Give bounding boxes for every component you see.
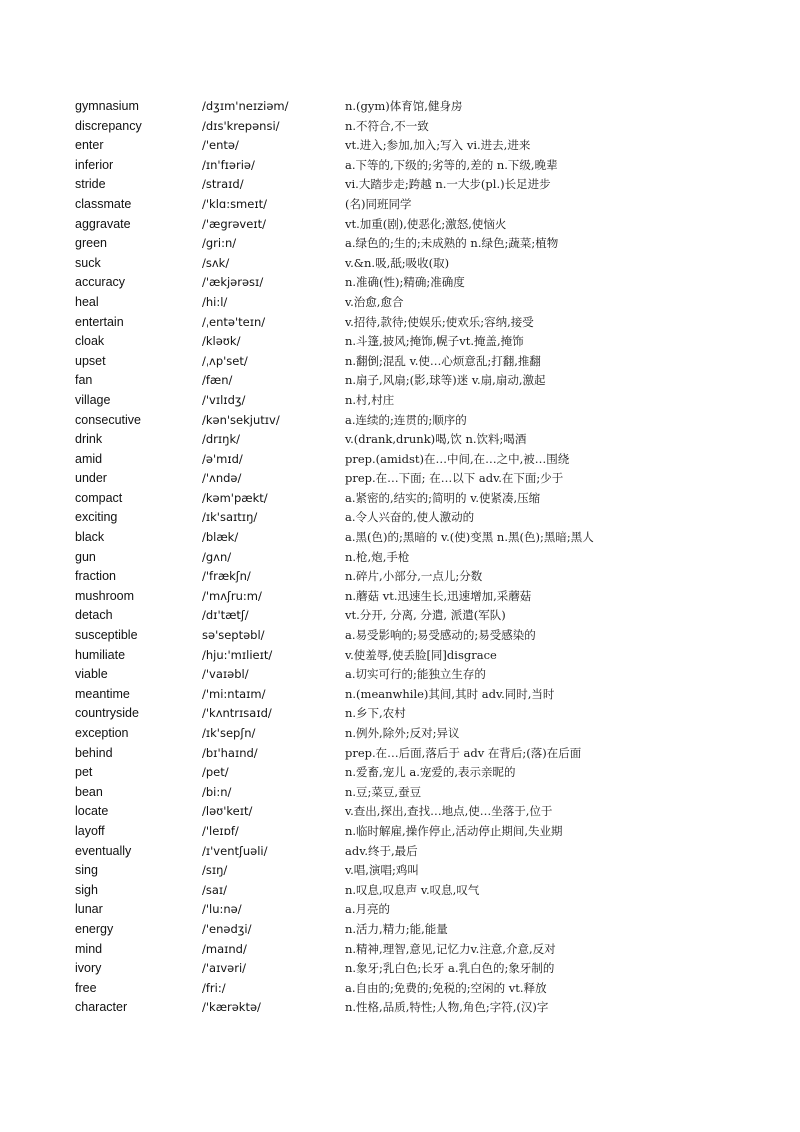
vocab-entry: [0, 117, 800, 137]
vocab-entry: [0, 646, 800, 666]
vocab-entry: [0, 704, 800, 724]
entry-definition: n.翻倒;混乱 v.使…心烦意乱;打翻,推翻: [345, 353, 541, 368]
entry-phonetic: /blæk/: [202, 530, 239, 545]
entry-phonetic: /ɪk'sepʃn/: [202, 726, 256, 740]
entry-definition: v.查出,探出,查找…地点,使…坐落于,位于: [345, 804, 553, 819]
entry-phonetic: /gri:n/: [202, 236, 237, 251]
vocab-entry: [0, 195, 800, 215]
vocab-entry: [0, 391, 800, 411]
entry-definition: n.枪,炮,手枪: [345, 549, 410, 564]
entry-word: energy: [75, 921, 114, 936]
entry-word: cloak: [75, 334, 105, 349]
vocab-entry: [0, 352, 800, 372]
entry-word: fan: [75, 373, 93, 388]
entry-word: exception: [75, 726, 129, 740]
entry-phonetic: /straɪd/: [202, 177, 244, 192]
vocab-entry: [0, 842, 800, 862]
entry-definition: vt.分开, 分离, 分遣, 派遣(军队): [345, 608, 506, 623]
vocab-entry: [0, 626, 800, 646]
entry-definition: n.斗篷,披风;掩饰,幌子vt.掩盖,掩饰: [345, 334, 524, 349]
entry-phonetic: /dʒɪm'neɪziəm/: [202, 99, 289, 113]
entry-word: exciting: [75, 510, 118, 525]
entry-phonetic: /'entə/: [202, 138, 239, 153]
entry-word: locate: [75, 804, 109, 819]
vocab-entry: [0, 606, 800, 626]
vocab-entry: [0, 763, 800, 783]
entry-word: drink: [75, 432, 103, 447]
entry-word: detach: [75, 608, 113, 623]
entry-definition: n.蘑菇 vt.迅速生长,迅速增加,采蘑菇: [345, 588, 532, 603]
entry-definition: n.爱畜,宠儿 a.宠爱的,表示亲昵的: [345, 765, 516, 780]
entry-word: green: [75, 236, 107, 251]
entry-definition: n.活力,精力;能,能量: [345, 921, 448, 936]
entry-definition: a.月亮的: [345, 902, 391, 917]
vocabulary-list: [0, 97, 800, 1018]
entry-phonetic: /bɪ'haɪnd/: [202, 745, 258, 760]
entry-definition: n.(gym)体育馆,健身房: [345, 99, 463, 113]
vocab-entry: [0, 411, 800, 431]
entry-definition: n.碎片,小部分,一点儿;分数: [345, 569, 483, 584]
vocab-entry: [0, 156, 800, 176]
vocab-entry: [0, 998, 800, 1018]
entry-word: stride: [75, 177, 106, 192]
vocab-entry: [0, 469, 800, 489]
entry-phonetic: /hi:l/: [202, 294, 228, 309]
entry-definition: a.自由的;免费的;免税的;空闲的 vt.释放: [345, 980, 547, 995]
vocab-entry: [0, 371, 800, 391]
entry-definition: vt.进入;参加,加入;写入 vi.进去,进来: [345, 138, 531, 153]
entry-word: viable: [75, 667, 108, 682]
entry-definition: adv.终于,最后: [345, 843, 418, 858]
entry-definition: v.唱,演唱;鸡叫: [345, 863, 419, 878]
entry-definition: n.(meanwhile)其间,其时 adv.同时,当时: [345, 686, 555, 701]
entry-phonetic: /ˌentə'teɪn/: [202, 314, 266, 329]
entry-word: behind: [75, 745, 113, 760]
entry-phonetic: /ˌʌp'set/: [202, 353, 248, 368]
entry-word: fraction: [75, 569, 116, 584]
entry-word: aggravate: [75, 216, 131, 231]
entry-phonetic: /drɪŋk/: [202, 432, 240, 447]
entry-word: mushroom: [75, 588, 135, 603]
entry-phonetic: /dɪ'tætʃ/: [202, 608, 249, 623]
vocab-entry: [0, 489, 800, 509]
entry-word: entertain: [75, 314, 124, 329]
entry-word: enter: [75, 138, 104, 153]
entry-definition: n.象牙;乳白色;长牙 a.乳白色的;象牙制的: [345, 961, 555, 976]
entry-phonetic: /'ægrəveɪt/: [202, 216, 266, 231]
entry-word: discrepancy: [75, 118, 142, 133]
vocab-entry: [0, 587, 800, 607]
entry-word: inferior: [75, 157, 114, 172]
entry-definition: v.&n.吸,舐;吸收(取): [345, 255, 450, 270]
entry-word: gun: [75, 549, 96, 564]
entry-definition: a.切实可行的;能独立生存的: [345, 667, 486, 682]
vocab-entry: [0, 332, 800, 352]
entry-word: humiliate: [75, 647, 126, 662]
vocab-entry: [0, 724, 800, 744]
entry-phonetic: /'ækjərəsɪ/: [202, 275, 264, 290]
entry-phonetic: /pet/: [202, 765, 229, 780]
vocab-entry: [0, 175, 800, 195]
entry-phonetic: /fri:/: [202, 980, 226, 995]
entry-definition: n.精神,理智,意见,记忆力v.注意,介意,反对: [345, 941, 556, 956]
entry-phonetic: /sɪŋ/: [202, 863, 228, 878]
vocab-entry: [0, 293, 800, 313]
entry-definition: vt.加重(剧),使恶化;激怒,使恼火: [345, 216, 507, 231]
vocab-entry: [0, 822, 800, 842]
entry-definition: n.扇子,风扇;(影,球等)迷 v.扇,扇动,激起: [345, 373, 546, 388]
entry-word: bean: [75, 784, 103, 799]
entry-word: ivory: [75, 961, 102, 976]
entry-phonetic: /'kʌntrɪsaɪd/: [202, 706, 272, 721]
entry-phonetic: /dɪs'krepənsi/: [202, 118, 280, 133]
vocab-entry: [0, 97, 800, 117]
entry-word: under: [75, 471, 107, 486]
entry-phonetic: /'enədʒi/: [202, 921, 252, 936]
entry-phonetic: /kən'sekjutɪv/: [202, 412, 280, 427]
entry-word: susceptible: [75, 628, 138, 643]
entry-word: countryside: [75, 706, 139, 721]
entry-definition: n.临时解雇,操作停止,活动停止期间,失业期: [345, 823, 563, 838]
vocab-entry: [0, 881, 800, 901]
entry-phonetic: /ləʊ'keɪt/: [202, 804, 253, 819]
entry-phonetic: /hju:'mɪlieɪt/: [202, 647, 273, 662]
entry-definition: n.乡下,农村: [345, 706, 406, 721]
entry-definition: vi.大踏步走;跨越 n.一大步(pl.)长足进步: [345, 177, 551, 192]
entry-definition: n.豆;菜豆,蚕豆: [345, 784, 422, 799]
entry-phonetic: /'aɪvəri/: [202, 961, 247, 976]
entry-definition: a.下等的,下级的;劣等的,差的 n.下级,晚辈: [345, 157, 558, 172]
entry-definition: a.紧密的,结实的;简明的 v.使紧凑,压缩: [345, 490, 541, 505]
entry-word: lunar: [75, 902, 103, 917]
vocab-entry: [0, 313, 800, 333]
entry-phonetic: /'mʌʃru:m/: [202, 588, 262, 603]
vocab-entry: [0, 273, 800, 293]
vocab-entry: [0, 959, 800, 979]
vocab-entry: [0, 528, 800, 548]
vocab-entry: [0, 665, 800, 685]
entry-phonetic: /fæn/: [202, 373, 233, 388]
vocab-entry: [0, 940, 800, 960]
vocab-entry: [0, 215, 800, 235]
entry-definition: (名)同班同学: [345, 196, 412, 211]
entry-definition: a.令人兴奋的,使人激动的: [345, 510, 475, 525]
vocab-entry: [0, 548, 800, 568]
entry-definition: a.易受影响的;易受感动的;易受感染的: [345, 628, 536, 643]
vocab-entry: [0, 254, 800, 274]
entry-word: heal: [75, 294, 99, 309]
vocab-entry: [0, 802, 800, 822]
entry-word: suck: [75, 255, 101, 270]
entry-definition: n.不符合,不一致: [345, 118, 429, 133]
entry-word: accuracy: [75, 275, 126, 290]
entry-phonetic: /saɪ/: [202, 882, 228, 897]
entry-phonetic: /kləʊk/: [202, 334, 241, 349]
entry-word: sing: [75, 863, 98, 878]
entry-phonetic: /sʌk/: [202, 255, 230, 270]
entry-word: sigh: [75, 882, 98, 897]
entry-word: consecutive: [75, 412, 142, 427]
entry-definition: prep.(amidst)在…中间,在…之中,被…围绕: [345, 451, 570, 466]
entry-phonetic: sə'septəbl/: [202, 628, 265, 643]
entry-definition: v.(drank,drunk)喝,饮 n.饮料;喝酒: [345, 432, 527, 447]
entry-definition: n.村,村庄: [345, 392, 395, 407]
entry-word: gymnasium: [75, 99, 139, 113]
entry-word: compact: [75, 490, 123, 505]
entry-definition: n.准确(性);精确;准确度: [345, 275, 465, 290]
entry-word: upset: [75, 353, 106, 368]
entry-phonetic: /'mi:ntaɪm/: [202, 686, 266, 701]
entry-word: black: [75, 530, 105, 545]
entry-phonetic: /'vɪlɪdʒ/: [202, 392, 246, 407]
entry-definition: a.绿色的;生的;未成熟的 n.绿色;蔬菜;植物: [345, 236, 559, 251]
entry-phonetic: /kəm'pækt/: [202, 490, 268, 505]
vocab-entry: [0, 744, 800, 764]
entry-word: mind: [75, 941, 103, 956]
entry-word: village: [75, 392, 111, 407]
entry-word: classmate: [75, 196, 132, 211]
entry-definition: prep.在…下面; 在…以下 adv.在下面;少于: [345, 471, 564, 486]
entry-phonetic: /bi:n/: [202, 784, 232, 799]
entry-phonetic: /'vaɪəbl/: [202, 667, 249, 682]
entry-definition: prep.在…后面,落后于 adv 在背后;(落)在后面: [345, 745, 582, 760]
vocab-entry: [0, 979, 800, 999]
entry-definition: n.叹息,叹息声 v.叹息,叹气: [345, 882, 480, 897]
entry-word: eventually: [75, 843, 132, 858]
vocab-entry: [0, 900, 800, 920]
vocab-entry: [0, 783, 800, 803]
entry-word: layoff: [75, 823, 105, 838]
vocab-entry: [0, 508, 800, 528]
entry-word: meantime: [75, 686, 130, 701]
vocab-entry: [0, 567, 800, 587]
entry-definition: v.使羞辱,使丢脸[同]disgrace: [345, 647, 497, 662]
entry-phonetic: /ə'mɪd/: [202, 451, 243, 466]
entry-phonetic: /'kærəktə/: [202, 1000, 261, 1015]
vocab-entry: [0, 685, 800, 705]
entry-phonetic: /ɪn'fɪəriə/: [202, 157, 255, 172]
entry-definition: n.例外,除外;反对;异议: [345, 726, 460, 740]
entry-definition: v.招待,款待;使娱乐;使欢乐;容纳,接受: [345, 314, 534, 329]
entry-definition: n.性格,品质,特性;人物,角色;字符,(汉)字: [345, 1000, 549, 1015]
entry-phonetic: /'ʌndə/: [202, 471, 242, 486]
entry-definition: a.连续的;连贯的;顺序的: [345, 412, 467, 427]
vocab-entry: [0, 450, 800, 470]
vocab-entry: [0, 861, 800, 881]
entry-word: free: [75, 980, 97, 995]
entry-word: amid: [75, 451, 103, 466]
entry-word: pet: [75, 765, 93, 780]
entry-phonetic: /'leɪɒf/: [202, 823, 239, 838]
vocab-entry: [0, 920, 800, 940]
vocab-entry: [0, 234, 800, 254]
entry-phonetic: /'klɑ:smeɪt/: [202, 196, 267, 211]
entry-definition: v.治愈,愈合: [345, 294, 404, 309]
vocab-entry: [0, 430, 800, 450]
entry-phonetic: /maɪnd/: [202, 941, 247, 956]
entry-phonetic: /'lu:nə/: [202, 902, 242, 917]
entry-definition: a.黑(色)的;黑暗的 v.(使)变黑 n.黑(色);黑暗;黑人: [345, 530, 594, 545]
entry-phonetic: /ɪ'ventʃuəli/: [202, 843, 268, 858]
entry-phonetic: /gʌn/: [202, 549, 232, 564]
entry-phonetic: /ɪk'saɪtɪŋ/: [202, 510, 258, 525]
entry-phonetic: /'frækʃn/: [202, 569, 251, 584]
vocab-entry: [0, 136, 800, 156]
entry-word: character: [75, 1000, 128, 1015]
